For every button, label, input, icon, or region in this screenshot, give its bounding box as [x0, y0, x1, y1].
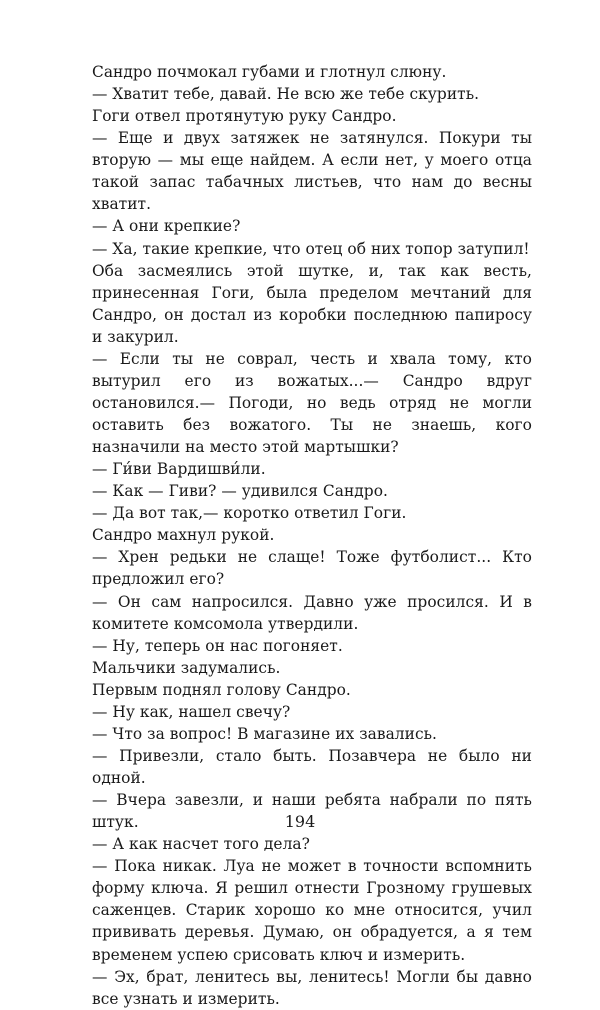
- page-number: 194: [284, 812, 316, 831]
- paragraph: — Как — Гиви? — удивился Сандро.: [92, 482, 388, 501]
- paragraph: Мальчики задумались.: [92, 658, 281, 677]
- paragraph: — Хрен редьки не слаще! Тоже футболист... Кто предложил его?: [92, 548, 532, 589]
- paragraph: — Ну, теперь он нас погоняет.: [92, 636, 343, 655]
- paragraph: — Пока никак. Луа не может в точности вспомнить форму ключа. Я решил отнести Грозному грушевых саженцев. Старик хорошо ко мне относится, учил прививать деревья. Думаю, он обрадуется, а я тем временем успею срисовать ключ и измерить.: [92, 857, 532, 964]
- paragraph: — Эх, брат, ленитесь вы, ленитесь! Могли бы давно все узнать и измерить.: [92, 967, 532, 1008]
- body-text: [92, 61, 532, 1010]
- paragraph: — А как насчет того дела?: [92, 835, 310, 854]
- paragraph: Сандро почмокал губами и глотнул слюну.: [92, 63, 447, 81]
- paragraph: Первым поднял голову Сандро.: [92, 680, 351, 699]
- paragraph: — Вчера завезли, и наши ребята набрали по пять штук.: [92, 791, 532, 832]
- paragraph: — Да вот так,— коротко ответил Гоги.: [92, 504, 407, 523]
- paragraph: Сандро махнул рукой.: [92, 526, 275, 545]
- paragraph: — Ха, такие крепкие, что отец об них топор затупил!: [92, 239, 530, 258]
- paragraph: — Ну как, нашел свечу?: [92, 702, 291, 721]
- paragraph: — Хватит тебе, давай. Не всю же тебе скурить.: [92, 85, 480, 104]
- paragraph: — Ги́ви Вардишви́ли.: [92, 460, 266, 479]
- paragraph: Оба засмеялись этой шутке, и, так как весть, принесенная Гоги, была пределом мечтаний для Сандро, он достал из коробки последнюю папиросу и закурил.: [92, 261, 532, 346]
- paragraph: — Если ты не соврал, честь и хвала тому, кто вытурил его из вожатых...— Сандро вдруг остановился.— Погоди, но ведь отряд не могли оставить без вожатого. Ты не знаешь, кого назначили на место этой мартышки?: [92, 349, 532, 457]
- paragraph: Гоги отвел протянутую руку Сандро.: [92, 107, 397, 126]
- paragraph: — Еще и двух затяжек не затянулся. Покури ты вторую — мы еще найдем. А если нет, у моего отца такой запас табачных листьев, что нам до весны хватит.: [92, 129, 532, 214]
- paragraph: — Он сам напросился. Давно уже просился. И в комитете комсомола утвердили.: [92, 592, 532, 633]
- paragraph: — А они крепкие?: [92, 217, 241, 236]
- paragraph: — Что за вопрос! В магазине их завались.: [92, 724, 437, 743]
- paragraph: — Привезли, стало быть. Позавчера не было ни одной.: [92, 746, 532, 787]
